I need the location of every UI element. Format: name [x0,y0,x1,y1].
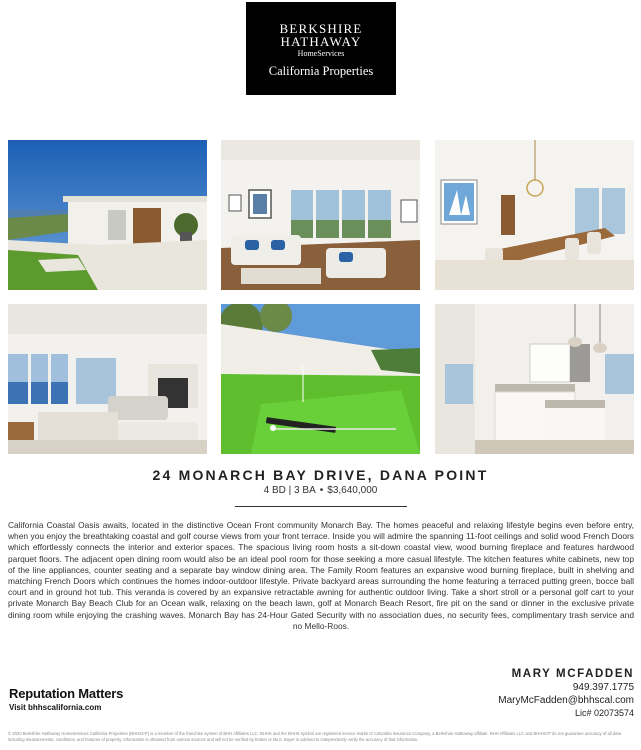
beds-baths: 4 BD | 3 BA [263,485,316,496]
bullet-separator: • [319,485,324,496]
listing-facts [0,485,641,496]
agent-name: MARY MCFADDEN [511,668,634,680]
agent-contact [498,667,634,719]
dining-room-photo [435,140,634,290]
living-room-photo [221,140,420,290]
tagline: Reputation Matters [9,686,124,701]
logo-line-california-properties: California Properties [268,64,374,78]
listing-price: $3,640,000 [327,485,378,496]
legal-disclaimer: © 2020 Berkshire Hathaway HomeServices California Properties (BHHSCP) is a member of the franchise system of BHH Affiliates LLC. BHHS and the BHHS symbol are registered service marks of Columbia Insurance Company, a Berkshire Hathaway affiliate. BHH Affiliates LLC and BHHSCP do not guarantee accuracy of all data including measurements, conditions, and features of property. Information is obtained from various sources and will not be verified by broker or MLS. Buyer is advised to independently verify the accuracy of that information. [8,731,621,742]
logo-line-homeservices: HomeServices [297,49,345,58]
agent-phone[interactable]: 949.397.1775 [572,682,634,693]
exterior-terrace-photo [8,140,207,290]
website-link[interactable]: Visit bhhscalifornia.com [9,703,102,712]
divider [235,506,407,507]
logo-line-berkshire: BERKSHIRE [279,21,363,36]
agent-license: Lic# 02073574 [574,708,634,718]
putting-green-photo [221,304,420,454]
kitchen-photo [435,304,634,454]
logo-line-hathaway: HATHAWAY [280,34,362,49]
family-room-photo [8,304,207,454]
brokerage-logo [246,2,396,95]
listing-address: 24 MONARCH BAY DRIVE, DANA POINT [152,467,489,483]
listing-description: California Coastal Oasis awaits, located in the distinctive Ocean Front community Monarch Bay. The homes peaceful and relaxing lifestyle begins even before entry, when you enjoy the breathtaking coastal and golf course views from your front terrace. Inside you will admire the spanning 11-foot ceilings and solid wood French Doors which effortlessly connects the interior and exterior spaces. The spacious living room hosts a sit-down coastal view, wood burning fireplace and features hardwood parquet floors. The adjacent open dining room would also be an ideal pool room for those seeking a more casual lifestyle. The kitchen features white cabinets, new top of the line appliances, counter seating and a separate bay window dining area. The Family Room features an expansive wood burning fireplace, built in shelving and matching French Doors which continues the homes indoor-outdoor lifestyle. Private backyard areas surrounding the home featuring a terraced putting green, bocce ball court and in ground hot tub. This veranda is covered by an expansive retractable awning for authentic outdoor living. Take a short stroll or a personal golf cart to your private Monarch Bay Beach Club for an Ocean walk, relaxing on the beach lawn, golf at Monarch Beach Resort, fire pit on the sand or dinner in the exclusive private dining room while enjoying the crashing waves. Monarch Bay has 24-Hour Gated Security with no association dues, no security fees, complimentary trash service and no Mello-Roos. [8,520,634,631]
agent-email[interactable]: MaryMcFadden@bhhscal.com [498,695,634,706]
